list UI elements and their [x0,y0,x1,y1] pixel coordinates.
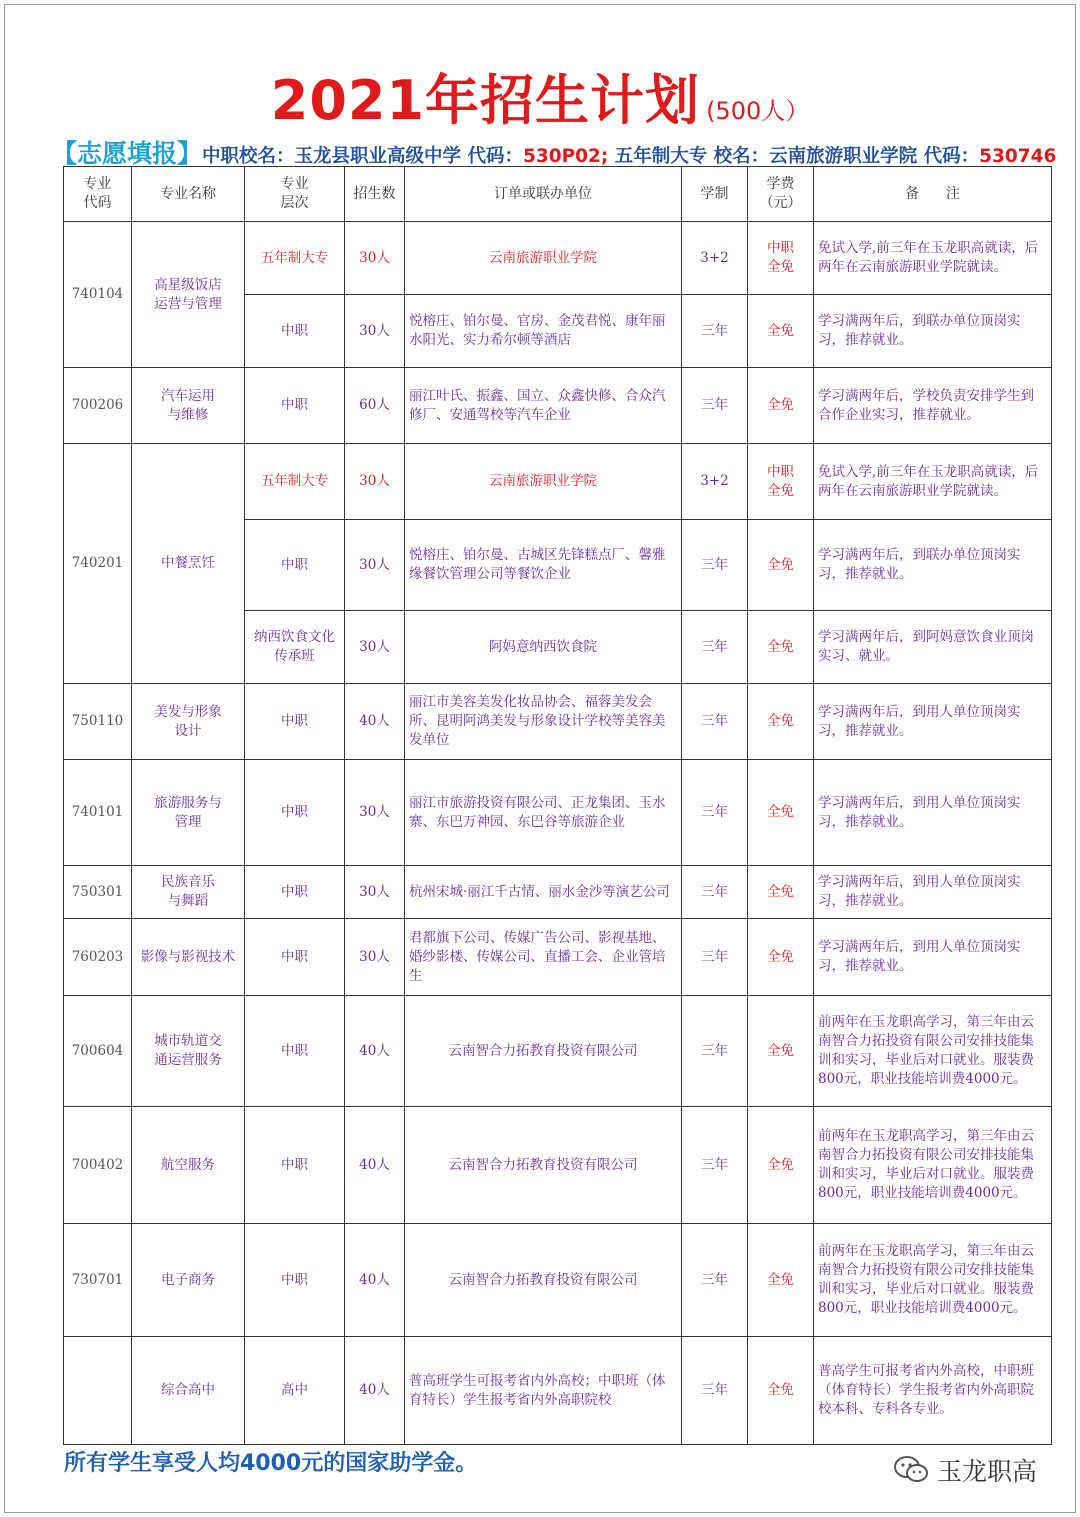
major-code: 740104 [64,222,132,368]
tuition-fee: 全免 [748,1224,814,1337]
major-level: 五年制大专 [245,222,345,295]
table-row [64,222,1052,295]
table-row [64,444,1052,520]
major-level: 中职 [245,919,345,996]
duration: 三年 [682,1224,748,1337]
duration: 三年 [682,866,748,919]
major-name: 航空服务 [132,1107,245,1224]
enroll-count: 40人 [345,1337,405,1445]
major-level: 纳西饮食文化传承班 [245,611,345,684]
duration: 三年 [682,1107,748,1224]
remark: 学习满两年后，学校负责安排学生到合作企业实习，推荐就业。 [814,368,1052,444]
duration: 三年 [682,1337,748,1445]
enroll-count: 30人 [345,919,405,996]
school2-code: 530746 [979,146,1057,167]
tuition-fee: 全免 [748,520,814,611]
school2-label: 五年制大专 校名：云南旅游职业学院 代码： [608,146,980,167]
remark: 普高学生可报考省内外高校，中职班（体育特长）学生报考省内外高职院校本科、专科各专业。 [814,1337,1052,1445]
partner-unit: 云南智合力拓教育投资有限公司 [405,1224,682,1337]
watermark-text: 玉龙职高 [937,1457,1038,1486]
tuition-fee: 全免 [748,866,814,919]
duration: 三年 [682,684,748,760]
major-level: 中职 [245,996,345,1107]
major-name: 电子商务 [132,1224,245,1337]
duration: 三年 [682,919,748,996]
partner-unit: 君都旗下公司、传媒广告公司、影视基地、婚纱影楼、传媒公司、直播工会、企业管培生 [405,919,682,996]
major-name: 城市轨道交 通运营服务 [132,996,245,1107]
major-name: 旅游服务与 管理 [132,760,245,866]
major-code: 750301 [64,866,132,919]
major-code: 700604 [64,996,132,1107]
partner-unit: 云南旅游职业学院 [405,222,682,295]
major-name: 综合高中 [132,1337,245,1445]
header-partner: 订单或联办单位 [405,167,682,222]
tuition-fee: 全免 [748,684,814,760]
remark: 学习满两年后，到用人单位顶岗实习，推荐就业。 [814,919,1052,996]
duration: 三年 [682,996,748,1107]
info-line [52,134,1056,170]
major-name: 中餐烹饪 [132,444,245,684]
enroll-count: 30人 [345,611,405,684]
wechat-icon [893,1455,929,1485]
title-main: 2021年招生计划 [270,69,701,132]
major-name: 高星级饭店 运营与管理 [132,222,245,368]
enroll-count: 30人 [345,295,405,368]
table-row [64,760,1052,866]
major-code [64,1337,132,1445]
major-level: 五年制大专 [245,444,345,520]
duration: 三年 [682,520,748,611]
duration: 3+2 [682,222,748,295]
header-note: 备 注 [814,167,1052,222]
enroll-count: 30人 [345,444,405,520]
title-sub: (500人） [706,97,810,125]
enroll-count: 30人 [345,866,405,919]
footer-note: 所有学生享受人均4000元的国家助学金。 [64,1451,478,1476]
duration: 三年 [682,368,748,444]
enroll-count: 40人 [345,1224,405,1337]
tuition-fee: 全免 [748,919,814,996]
tuition-fee: 全免 [748,1337,814,1445]
duration: 三年 [682,760,748,866]
enrollment-table [63,166,1052,1445]
enroll-count: 40人 [345,996,405,1107]
partner-unit: 丽江市旅游投资有限公司、正龙集团、玉水寨、东巴万神园、东巴谷等旅游企业 [405,760,682,866]
tuition-fee: 全免 [748,611,814,684]
enroll-count: 30人 [345,760,405,866]
partner-unit: 丽江叶氏、振鑫、国立、众鑫快修、合众汽修厂、安通驾校等汽车企业 [405,368,682,444]
table-row [64,919,1052,996]
remark: 学习满两年后，到联办单位顶岗实习，推荐就业。 [814,295,1052,368]
school1-code: 530P02; [522,146,609,167]
header-name: 专业名称 [132,167,245,222]
tuition-fee: 全免 [748,760,814,866]
page-title [0,58,1080,135]
partner-unit: 丽江市美容美发化妆品协会、福蓉美发会所、昆明阿鸿美发与形象设计学校等美容美发单位 [405,684,682,760]
tuition-fee: 全免 [748,1107,814,1224]
tuition-fee: 全免 [748,996,814,1107]
major-name: 美发与形象 设计 [132,684,245,760]
header-duration: 学制 [682,167,748,222]
major-code: 700206 [64,368,132,444]
duration: 3+2 [682,444,748,520]
partner-unit: 云南智合力拓教育投资有限公司 [405,1107,682,1224]
major-name: 民族音乐 与舞蹈 [132,866,245,919]
duration: 三年 [682,295,748,368]
tuition-fee: 中职 全免 [748,444,814,520]
partner-unit: 云南智合力拓教育投资有限公司 [405,996,682,1107]
duration: 三年 [682,611,748,684]
partner-unit: 悦榕庄、铂尔曼、官房、金茂君悦、康年丽水阳光、实力希尔顿等酒店 [405,295,682,368]
table-row [64,1107,1052,1224]
table-row [64,684,1052,760]
major-level: 中职 [245,1224,345,1337]
partner-unit: 普高班学生可报考省内外高校；中职班（体育特长）学生报考省内外高职院校 [405,1337,682,1445]
remark: 学习满两年后，到用人单位顶岗实习，推荐就业。 [814,866,1052,919]
major-name: 汽车运用 与维修 [132,368,245,444]
remark: 免试入学,前三年在玉龙职高就读，后两年在云南旅游职业学院就读。 [814,222,1052,295]
major-level: 中职 [245,760,345,866]
major-code: 740101 [64,760,132,866]
major-level: 中职 [245,520,345,611]
partner-unit: 阿妈意纳西饮食院 [405,611,682,684]
tuition-fee: 中职 全免 [748,222,814,295]
table-row [64,1224,1052,1337]
school1-label: 中职校名：玉龙县职业高级中学 代码： [202,146,523,167]
major-code: 740201 [64,444,132,684]
major-level: 高中 [245,1337,345,1445]
remark: 前两年在玉龙职高学习，第三年由云南智合力拓投资有限公司安排技能集训和实习，毕业后对口就业。服装费800元，职业技能培训费4000元。 [814,1107,1052,1224]
enroll-count: 30人 [345,520,405,611]
info-bracket: 【志愿填报】 [52,139,203,168]
header-code: 专业 代码 [64,167,132,222]
major-level: 中职 [245,368,345,444]
table-row [64,866,1052,919]
enroll-count: 40人 [345,684,405,760]
enroll-count: 40人 [345,1107,405,1224]
major-level: 中职 [245,1107,345,1224]
partner-unit: 云南旅游职业学院 [405,444,682,520]
major-code: 730701 [64,1224,132,1337]
tuition-fee: 全免 [748,368,814,444]
partner-unit: 悦榕庄、铂尔曼、古城区先锋糕点厂、馨雅缘餐饮管理公司等餐饮企业 [405,520,682,611]
table-row [64,1337,1052,1445]
table-header-row [64,167,1052,222]
major-code: 750110 [64,684,132,760]
major-level: 中职 [245,866,345,919]
remark: 学习满两年后，到用人单位顶岗实习，推荐就业。 [814,684,1052,760]
major-code: 700402 [64,1107,132,1224]
enroll-count: 30人 [345,222,405,295]
major-name: 影像与影视技术 [132,919,245,996]
remark: 前两年在玉龙职高学习，第三年由云南智合力拓投资有限公司安排技能集训和实习，毕业后对口就业。服装费800元，职业技能培训费4000元。 [814,996,1052,1107]
major-level: 中职 [245,684,345,760]
header-level: 专业 层次 [245,167,345,222]
major-code: 760203 [64,919,132,996]
remark: 学习满两年后，到联办单位顶岗实习，推荐就业。 [814,520,1052,611]
remark: 免试入学,前三年在玉龙职高就读，后两年在云南旅游职业学院就读。 [814,444,1052,520]
remark: 学习满两年后，到阿妈意饮食业顶岗实习、就业。 [814,611,1052,684]
partner-unit: 杭州宋城·丽江千古情、丽水金沙等演艺公司 [405,866,682,919]
table-row [64,368,1052,444]
wechat-watermark [893,1452,1037,1488]
major-level: 中职 [245,295,345,368]
tuition-fee: 全免 [748,295,814,368]
enroll-count: 60人 [345,368,405,444]
remark: 学习满两年后，到用人单位顶岗实习，推荐就业。 [814,760,1052,866]
header-fee: 学费 （元） [748,167,814,222]
header-count: 招生数 [345,167,405,222]
table-row [64,996,1052,1107]
remark: 前两年在玉龙职高学习，第三年由云南智合力拓投资有限公司安排技能集训和实习，毕业后对口就业。服装费800元，职业技能培训费4000元。 [814,1224,1052,1337]
